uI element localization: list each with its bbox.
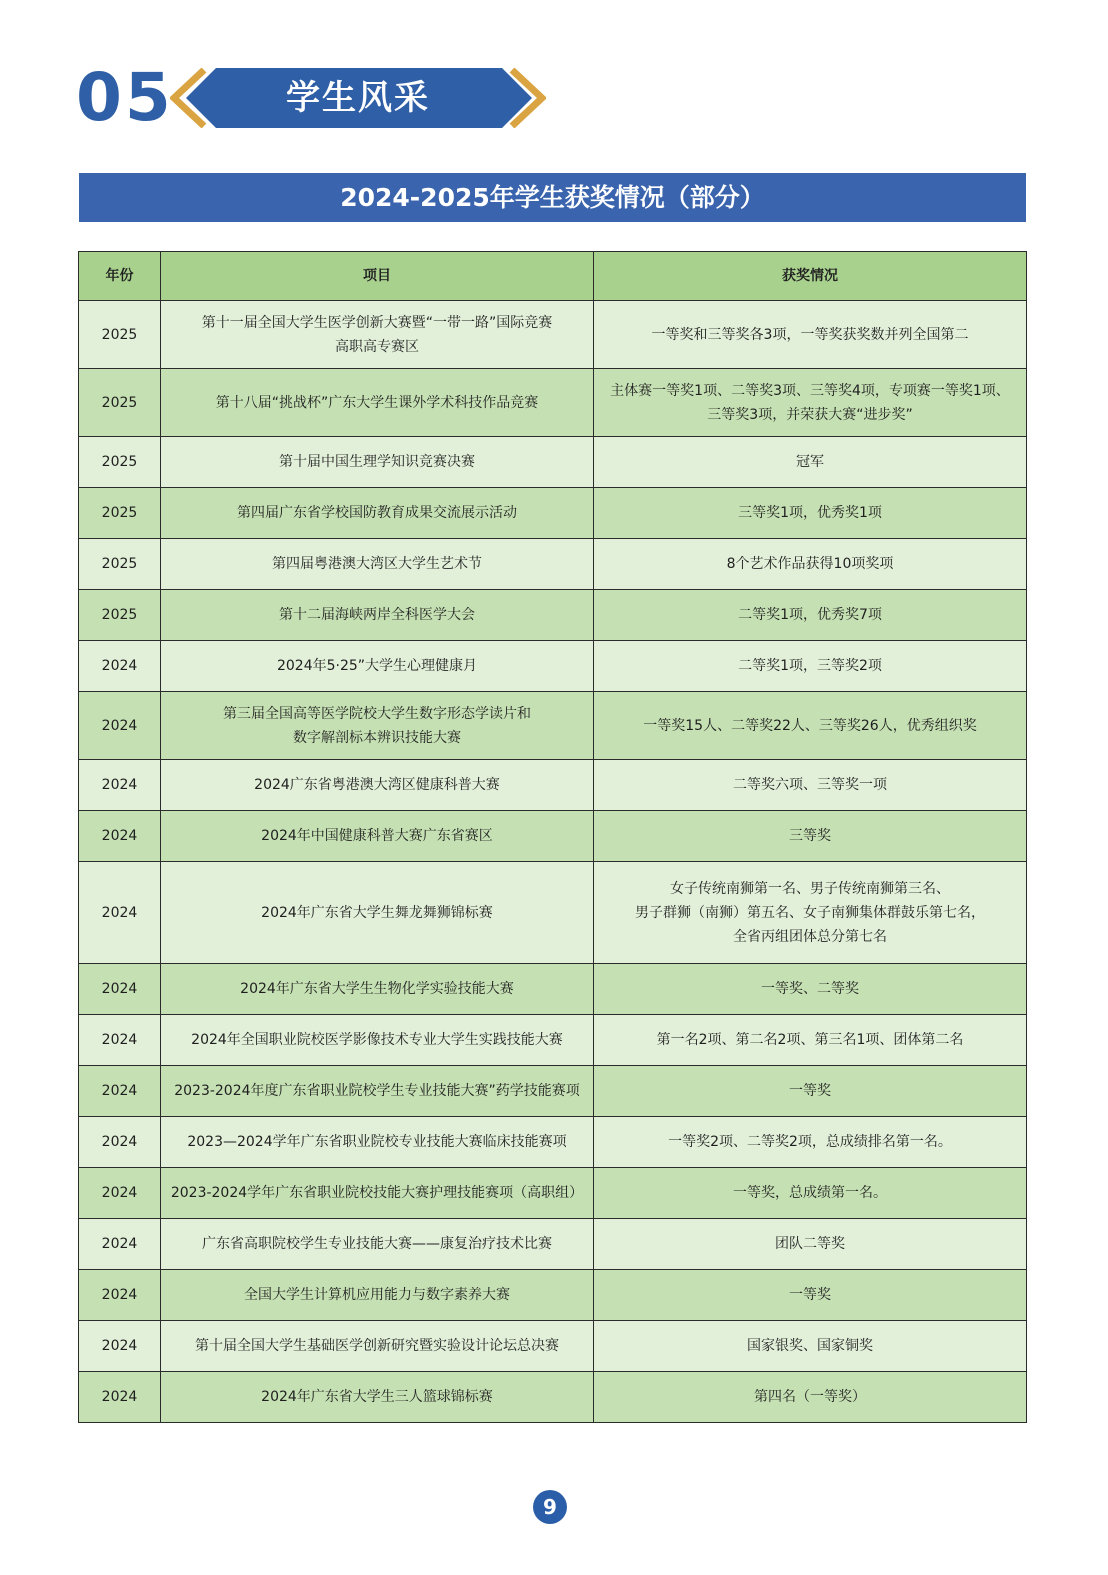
table-row xyxy=(79,862,1027,964)
cell-project: 第十一届全国大学生医学创新大赛暨“一带一路”国际竞赛 高职高专赛区 xyxy=(161,301,594,369)
cell-project: 2023-2024学年广东省职业院校技能大赛护理技能赛项（高职组） xyxy=(161,1168,594,1219)
table-title: 2024-2025年学生获奖情况（部分） xyxy=(79,173,1026,222)
table-row xyxy=(79,811,1027,862)
cell-project: 2023-2024年度广东省职业院校学生专业技能大赛”药学技能赛项 xyxy=(161,1066,594,1117)
cell-award: 二等奖1项，优秀奖7项 xyxy=(594,590,1027,641)
cell-award: 一等奖，总成绩第一名。 xyxy=(594,1168,1027,1219)
cell-award: 主体赛一等奖1项、二等奖3项、三等奖4项，专项赛一等奖1项、 三等奖3项，并荣获大赛“进步奖” xyxy=(594,369,1027,437)
cell-project: 第十二届海峡两岸全科医学大会 xyxy=(161,590,594,641)
cell-year: 2024 xyxy=(79,1117,161,1168)
cell-award: 二等奖六项、三等奖一项 xyxy=(594,760,1027,811)
cell-year: 2024 xyxy=(79,760,161,811)
table-row xyxy=(79,1372,1027,1423)
cell-year: 2025 xyxy=(79,369,161,437)
awards-table xyxy=(78,251,1027,1423)
cell-award: 一等奖15人、二等奖22人、三等奖26人，优秀组织奖 xyxy=(594,692,1027,760)
cell-year: 2024 xyxy=(79,1168,161,1219)
cell-award: 第一名2项、第二名2项、第三名1项、团体第二名 xyxy=(594,1015,1027,1066)
table-row xyxy=(79,1066,1027,1117)
table-row xyxy=(79,437,1027,488)
page-number: 9 xyxy=(533,1490,567,1524)
cell-award: 二等奖1项，三等奖2项 xyxy=(594,641,1027,692)
table-row xyxy=(79,539,1027,590)
cell-project: 2024年广东省大学生三人篮球锦标赛 xyxy=(161,1372,594,1423)
cell-project: 全国大学生计算机应用能力与数字素养大赛 xyxy=(161,1270,594,1321)
cell-award: 三等奖 xyxy=(594,811,1027,862)
cell-project: 2024广东省粤港澳大湾区健康科普大赛 xyxy=(161,760,594,811)
table-header-row xyxy=(79,252,1027,301)
cell-year: 2024 xyxy=(79,1219,161,1270)
cell-project: 2024年中国健康科普大赛广东省赛区 xyxy=(161,811,594,862)
awards-table-body xyxy=(79,301,1027,1423)
cell-year: 2024 xyxy=(79,862,161,964)
column-header-project: 项目 xyxy=(161,252,594,301)
cell-award: 女子传统南狮第一名、男子传统南狮第三名、 男子群狮（南狮）第五名、女子南狮集体群鼓乐第七名， 全省丙组团体总分第七名 xyxy=(594,862,1027,964)
table-row xyxy=(79,488,1027,539)
table-row xyxy=(79,641,1027,692)
cell-project: 2024年5·25”大学生心理健康月 xyxy=(161,641,594,692)
cell-project: 第十八届“挑战杯”广东大学生课外学术科技作品竞赛 xyxy=(161,369,594,437)
cell-award: 一等奖 xyxy=(594,1066,1027,1117)
table-row xyxy=(79,1270,1027,1321)
cell-year: 2024 xyxy=(79,1015,161,1066)
column-header-year: 年份 xyxy=(79,252,161,301)
cell-award: 一等奖 xyxy=(594,1270,1027,1321)
table-row xyxy=(79,369,1027,437)
section-title: 学生风采 xyxy=(286,78,430,118)
cell-award: 国家银奖、国家铜奖 xyxy=(594,1321,1027,1372)
cell-project: 2024年全国职业院校医学影像技术专业大学生实践技能大赛 xyxy=(161,1015,594,1066)
table-row xyxy=(79,590,1027,641)
cell-project: 第四届广东省学校国防教育成果交流展示活动 xyxy=(161,488,594,539)
cell-award: 8个艺术作品获得10项奖项 xyxy=(594,539,1027,590)
table-row xyxy=(79,964,1027,1015)
cell-project: 第三届全国高等医学院校大学生数字形态学读片和 数字解剖标本辨识技能大赛 xyxy=(161,692,594,760)
cell-year: 2025 xyxy=(79,488,161,539)
column-header-award: 获奖情况 xyxy=(594,252,1027,301)
cell-project: 2024年广东省大学生舞龙舞狮锦标赛 xyxy=(161,862,594,964)
table-row xyxy=(79,1219,1027,1270)
cell-award: 冠军 xyxy=(594,437,1027,488)
cell-project: 第十届中国生理学知识竞赛决赛 xyxy=(161,437,594,488)
cell-year: 2025 xyxy=(79,301,161,369)
cell-award: 一等奖2项、二等奖2项，总成绩排名第一名。 xyxy=(594,1117,1027,1168)
table-row xyxy=(79,1168,1027,1219)
section-number: 05 xyxy=(76,59,174,136)
cell-project: 2023—2024学年广东省职业院校专业技能大赛临床技能赛项 xyxy=(161,1117,594,1168)
table-row xyxy=(79,760,1027,811)
cell-award: 三等奖1项，优秀奖1项 xyxy=(594,488,1027,539)
cell-year: 2024 xyxy=(79,811,161,862)
cell-year: 2024 xyxy=(79,1270,161,1321)
cell-year: 2025 xyxy=(79,437,161,488)
table-row xyxy=(79,692,1027,760)
section-banner xyxy=(170,68,546,128)
cell-award: 一等奖、二等奖 xyxy=(594,964,1027,1015)
cell-year: 2024 xyxy=(79,692,161,760)
cell-award: 团队二等奖 xyxy=(594,1219,1027,1270)
cell-year: 2025 xyxy=(79,590,161,641)
cell-project: 广东省高职院校学生专业技能大赛——康复治疗技术比赛 xyxy=(161,1219,594,1270)
cell-award: 第四名（一等奖） xyxy=(594,1372,1027,1423)
cell-year: 2024 xyxy=(79,1372,161,1423)
table-row xyxy=(79,1015,1027,1066)
table-row xyxy=(79,301,1027,369)
cell-year: 2025 xyxy=(79,539,161,590)
cell-award: 一等奖和三等奖各3项，一等奖获奖数并列全国第二 xyxy=(594,301,1027,369)
cell-project: 第四届粤港澳大湾区大学生艺术节 xyxy=(161,539,594,590)
cell-project: 第十届全国大学生基础医学创新研究暨实验设计论坛总决赛 xyxy=(161,1321,594,1372)
table-row xyxy=(79,1117,1027,1168)
cell-year: 2024 xyxy=(79,1066,161,1117)
cell-year: 2024 xyxy=(79,964,161,1015)
cell-year: 2024 xyxy=(79,641,161,692)
cell-project: 2024年广东省大学生生物化学实验技能大赛 xyxy=(161,964,594,1015)
table-row xyxy=(79,1321,1027,1372)
cell-year: 2024 xyxy=(79,1321,161,1372)
